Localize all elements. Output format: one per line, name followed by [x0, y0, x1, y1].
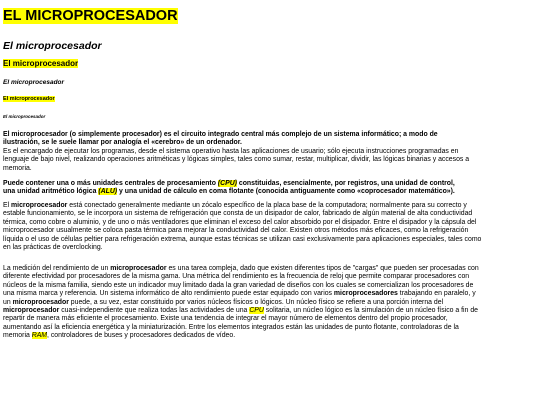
perf-line-5 [3, 299, 533, 307]
perf-line-4 [3, 290, 533, 298]
intro-line-2: ilustración, se le suele llamar por analogía el «cerebro» de un ordenador. [3, 139, 242, 147]
mount-text-1b: está conectado generalmente mediante un zócalo específico de la placa base de la computadora; normalmente para su correcto y [67, 202, 467, 209]
units-line-2 [3, 188, 533, 196]
intro-paragraph [3, 131, 533, 173]
units-text-1b: constituidas, esencialmente, por registros, una unidad de control, [236, 180, 455, 187]
perf-text-5a: un [3, 298, 13, 306]
heading-1 [3, 8, 178, 25]
perf-line-6 [3, 307, 533, 315]
perf-text-1a: La medición del rendimiento de un [3, 265, 111, 272]
heading-5 [3, 95, 55, 103]
perf-line-9 [3, 332, 533, 340]
perf-text-9b: , controladores de buses y procesadores dedicados de vídeo. [47, 332, 236, 340]
units-line-1 [3, 180, 533, 188]
perf-text-1b: es una tarea compleja, dado que existen diferentes tipos de "cargas" que pueden ser procesadas con [166, 265, 479, 272]
heading-6 [3, 113, 45, 120]
mount-paragraph [3, 202, 533, 252]
heading-3-text: El microprocesador [3, 59, 79, 68]
units-text-2b: y una unidad de cálculo en coma flotante (conocida antiguamente como «coprocesador matemático»). [117, 188, 455, 196]
perf-line-7: repartir de manera más eficiente el procesamiento. Existe una tendencia de integrar el mayor número de elementos dentro del propio procesador, [3, 315, 448, 323]
mount-text-1a: El [3, 202, 12, 209]
heading-4 [3, 78, 64, 87]
heading-5-text: El microprocesador [3, 96, 55, 102]
perf-term-5: microprocesador [12, 298, 69, 306]
heading-2 [3, 40, 102, 52]
mount-term: microprocesador [11, 202, 68, 209]
mount-line-4: microprocesador usualmente se coloca pasta térmica para mejorar la conductividad del calor. Existen otros métodos más eficaces, como la refrigeración [3, 227, 469, 235]
ram-highlight: RAM [31, 332, 48, 340]
intro-line-3: Es el encargado de ejecutar los programas, desde el sistema operativo hasta las aplicaciones de usuario; sólo ejecuta instrucciones programadas en [3, 147, 459, 155]
heading-2-text: El microprocesador [3, 40, 102, 52]
mount-line-1 [3, 202, 533, 210]
cpu-highlight: (CPU) [217, 180, 237, 187]
heading-1-text: EL MICROPROCESADOR [3, 8, 178, 24]
perf-text-5b: puede, a su vez, estar constituido por varios núcleos físicos o lógicos. Un núcleo físico se refiere a una porción interna del [68, 298, 444, 306]
intro-line-5: memoria. [3, 164, 32, 172]
perf-line-1 [3, 265, 533, 273]
perf-term-6: microprocesador [3, 306, 60, 314]
perf-text-4b: trabajando en paralelo, y [397, 290, 476, 298]
mount-line-5: líquida o el uso de células peltier para refrigeración extrema, aunque estas técnicas se utilizan casi exclusivamente para aplicaciones especiales, tales como [3, 235, 482, 243]
perf-term-1: microprocesador [110, 265, 167, 272]
perf-line-8: aumentando así la eficiencia energética y la miniaturización. Entre los elementos integrados están las unidades de punto flotante, controladoras de la [3, 323, 459, 331]
perf-text-4a: una misma marca y referencia. Un sistema informático de alto rendimiento puede estar equipado con varios [3, 290, 334, 298]
alu-highlight: (ALU) [98, 188, 118, 196]
perf-text-6b: solitaria, un núcleo lógico es la simulación de un núcleo físico a fin de [263, 306, 478, 314]
perf-text-9a: memoria [3, 332, 32, 340]
units-text-1a: Puede contener una o más unidades centrales de procesamiento [3, 180, 218, 187]
intro-line-4: lenguaje de bajo nivel, realizando operaciones aritméticas y lógicas simples, tales como sumar, restar, multiplicar, dividir, las lógicas binarias y accesos a [3, 156, 470, 164]
perf-text-6a: cuasi-independiente que realiza todas las actividades de una [59, 306, 250, 314]
intro-line-1: El microprocesador (o simplemente procesador) es el circuito integrado central más complejo de un sistema informático; a modo de [3, 131, 438, 138]
perf-line-3: núcleos de la misma familia, siendo este un indicador muy limitado dada la gran variedad de diseños con los cuales se comercializan los procesadores de [3, 281, 474, 289]
performance-paragraph [3, 265, 533, 341]
mount-line-2: estable funcionamiento, se le incorpora un sistema de refrigeración que consta de un disipador de calor, fabricado de algún material de alta conductividad [3, 210, 473, 218]
heading-4-text: El microprocesador [3, 79, 65, 86]
units-paragraph [3, 180, 533, 197]
heading-6-text: El microprocesador [3, 114, 46, 119]
mount-line-3: térmica, como cobre o aluminio, y de uno o más ventiladores que eliminan el exceso del calor absorbido por el disipador. Entre el disipador y la cápsula del [3, 218, 477, 226]
perf-line-2: diferente efectividad por procesadores de la misma gama. Una métrica del rendimiento es la frecuencia de reloj que permite comparar procesadores con [3, 273, 470, 281]
units-text-2a: una unidad aritmético lógica [3, 188, 99, 196]
cpu-inline-highlight: CPU [249, 306, 264, 314]
perf-term-4: microprocesadores [333, 290, 398, 298]
mount-line-6: en las prácticas de overclocking. [3, 243, 103, 251]
heading-3 [3, 59, 78, 69]
